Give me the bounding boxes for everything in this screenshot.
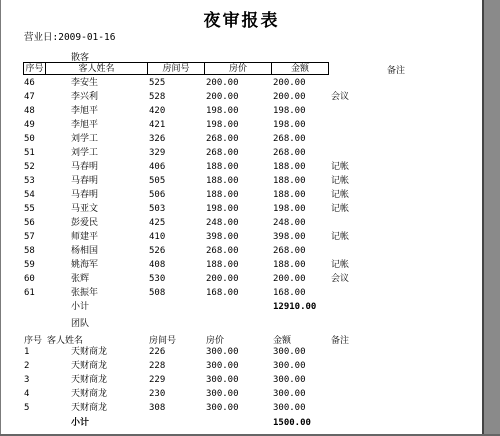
guest-name: 李兴利 xyxy=(71,92,99,102)
room-number: 420 xyxy=(149,106,166,116)
walkin-subtotal-value: 12910.00 xyxy=(273,302,317,312)
room-rate: 188.00 xyxy=(206,162,239,172)
group-header-note: 备注 xyxy=(331,336,350,346)
room-rate: 300.00 xyxy=(206,389,239,399)
note: 记帐 xyxy=(331,190,350,200)
page-shadow-right xyxy=(482,0,484,436)
room-rate: 168.00 xyxy=(206,288,239,298)
row-no: 56 xyxy=(24,218,35,228)
room-rate: 268.00 xyxy=(206,246,239,256)
room-number: 329 xyxy=(149,148,166,158)
row-no: 1 xyxy=(24,347,30,357)
room-rate: 300.00 xyxy=(206,403,239,413)
room-rate: 200.00 xyxy=(206,274,239,284)
guest-name: 李安生 xyxy=(71,78,99,88)
row-no: 55 xyxy=(24,204,35,214)
viewer-background xyxy=(482,0,500,436)
room-rate: 188.00 xyxy=(206,176,239,186)
amount: 268.00 xyxy=(273,148,306,158)
note: 记帐 xyxy=(331,204,350,214)
guest-name: 姚海军 xyxy=(71,260,99,270)
room-rate: 198.00 xyxy=(206,106,239,116)
group-subtotal-label: 小计 xyxy=(71,418,90,428)
note: 记帐 xyxy=(331,176,350,186)
header-rate: 房价 xyxy=(204,62,272,75)
room-number: 406 xyxy=(149,162,166,172)
room-number: 410 xyxy=(149,232,166,242)
row-no: 4 xyxy=(24,389,30,399)
room-number: 503 xyxy=(149,204,166,214)
row-no: 54 xyxy=(24,190,35,200)
guest-name: 张振年 xyxy=(71,288,99,298)
guest-name: 马春明 xyxy=(71,176,99,186)
room-rate: 268.00 xyxy=(206,134,239,144)
walkin-section-label: 散客 xyxy=(71,53,90,63)
group-subtotal-value: 1500.00 xyxy=(273,418,311,428)
guest-name: 马亚文 xyxy=(71,204,99,214)
room-rate: 200.00 xyxy=(206,78,239,88)
amount: 300.00 xyxy=(273,347,306,357)
guest-name: 天财商龙 xyxy=(71,375,108,385)
room-number: 408 xyxy=(149,260,166,270)
header-no: 序号 xyxy=(23,62,46,75)
row-no: 51 xyxy=(24,148,35,158)
amount: 300.00 xyxy=(273,403,306,413)
row-no: 2 xyxy=(24,361,30,371)
note: 记帐 xyxy=(331,232,350,242)
room-rate: 248.00 xyxy=(206,218,239,228)
row-no: 47 xyxy=(24,92,35,102)
room-rate: 268.00 xyxy=(206,148,239,158)
group-header-rate: 房价 xyxy=(206,336,225,346)
header-amount: 金额 xyxy=(271,62,329,75)
room-number: 226 xyxy=(149,347,166,357)
guest-name: 天财商龙 xyxy=(71,389,108,399)
row-no: 61 xyxy=(24,288,35,298)
amount: 198.00 xyxy=(273,106,306,116)
room-number: 421 xyxy=(149,120,166,130)
note: 会议 xyxy=(331,274,350,284)
amount: 168.00 xyxy=(273,288,306,298)
room-number: 528 xyxy=(149,92,166,102)
group-header-room: 房间号 xyxy=(149,336,177,346)
room-rate: 398.00 xyxy=(206,232,239,242)
room-rate: 188.00 xyxy=(206,190,239,200)
guest-name: 杨相国 xyxy=(71,246,99,256)
row-no: 53 xyxy=(24,176,35,186)
group-header-amount: 金额 xyxy=(273,336,292,346)
room-rate: 300.00 xyxy=(206,347,239,357)
room-number: 308 xyxy=(149,403,166,413)
note: 记帐 xyxy=(331,162,350,172)
amount: 188.00 xyxy=(273,260,306,270)
room-rate: 188.00 xyxy=(206,260,239,270)
amount: 268.00 xyxy=(273,134,306,144)
guest-name: 天财商龙 xyxy=(71,347,108,357)
guest-name: 彭爱民 xyxy=(71,218,99,228)
row-no: 52 xyxy=(24,162,35,172)
row-no: 46 xyxy=(24,78,35,88)
header-name: 客人姓名 xyxy=(45,62,148,75)
amount: 200.00 xyxy=(273,274,306,284)
room-number: 526 xyxy=(149,246,166,256)
report-page xyxy=(1,0,482,434)
room-number: 525 xyxy=(149,78,166,88)
amount: 300.00 xyxy=(273,389,306,399)
amount: 198.00 xyxy=(273,120,306,130)
note: 会议 xyxy=(331,92,350,102)
room-number: 425 xyxy=(149,218,166,228)
guest-name: 天财商龙 xyxy=(71,403,108,413)
header-room: 房间号 xyxy=(147,62,205,75)
guest-name: 马春明 xyxy=(71,190,99,200)
room-number: 228 xyxy=(149,361,166,371)
amount: 188.00 xyxy=(273,176,306,186)
guest-name: 张辉 xyxy=(71,274,90,284)
room-number: 229 xyxy=(149,375,166,385)
room-rate: 300.00 xyxy=(206,361,239,371)
row-no: 59 xyxy=(24,260,35,270)
amount: 198.00 xyxy=(273,204,306,214)
room-number: 326 xyxy=(149,134,166,144)
room-rate: 200.00 xyxy=(206,92,239,102)
note: 记帐 xyxy=(331,260,350,270)
group-header-name: 客人姓名 xyxy=(47,336,84,346)
room-number: 530 xyxy=(149,274,166,284)
amount: 200.00 xyxy=(273,92,306,102)
room-number: 508 xyxy=(149,288,166,298)
amount: 188.00 xyxy=(273,190,306,200)
room-number: 506 xyxy=(149,190,166,200)
amount: 200.00 xyxy=(273,78,306,88)
guest-name: 刘学工 xyxy=(71,134,99,144)
amount: 300.00 xyxy=(273,361,306,371)
amount: 398.00 xyxy=(273,232,306,242)
row-no: 5 xyxy=(24,403,30,413)
row-no: 49 xyxy=(24,120,35,130)
row-no: 50 xyxy=(24,134,35,144)
amount: 300.00 xyxy=(273,375,306,385)
guest-name: 师建平 xyxy=(71,232,99,242)
group-header-no: 序号 xyxy=(24,336,43,346)
guest-name: 刘学工 xyxy=(71,148,99,158)
amount: 268.00 xyxy=(273,246,306,256)
room-rate: 198.00 xyxy=(206,120,239,130)
room-rate: 300.00 xyxy=(206,375,239,385)
amount: 248.00 xyxy=(273,218,306,228)
row-no: 57 xyxy=(24,232,35,242)
room-number: 230 xyxy=(149,389,166,399)
business-date: 营业日:2009-01-16 xyxy=(24,32,116,43)
room-rate: 198.00 xyxy=(206,204,239,214)
row-no: 48 xyxy=(24,106,35,116)
report-title: 夜审报表 xyxy=(203,11,280,31)
row-no: 3 xyxy=(24,375,30,385)
guest-name: 马春明 xyxy=(71,162,99,172)
guest-name: 李旭平 xyxy=(71,106,99,116)
guest-name: 李旭平 xyxy=(71,120,99,130)
walkin-subtotal-label: 小计 xyxy=(71,302,90,312)
room-number: 505 xyxy=(149,176,166,186)
row-no: 60 xyxy=(24,274,35,284)
group-section-label: 团队 xyxy=(71,319,90,329)
guest-name: 天财商龙 xyxy=(71,361,108,371)
amount: 188.00 xyxy=(273,162,306,172)
row-no: 58 xyxy=(24,246,35,256)
header-note: 备注 xyxy=(387,66,406,76)
